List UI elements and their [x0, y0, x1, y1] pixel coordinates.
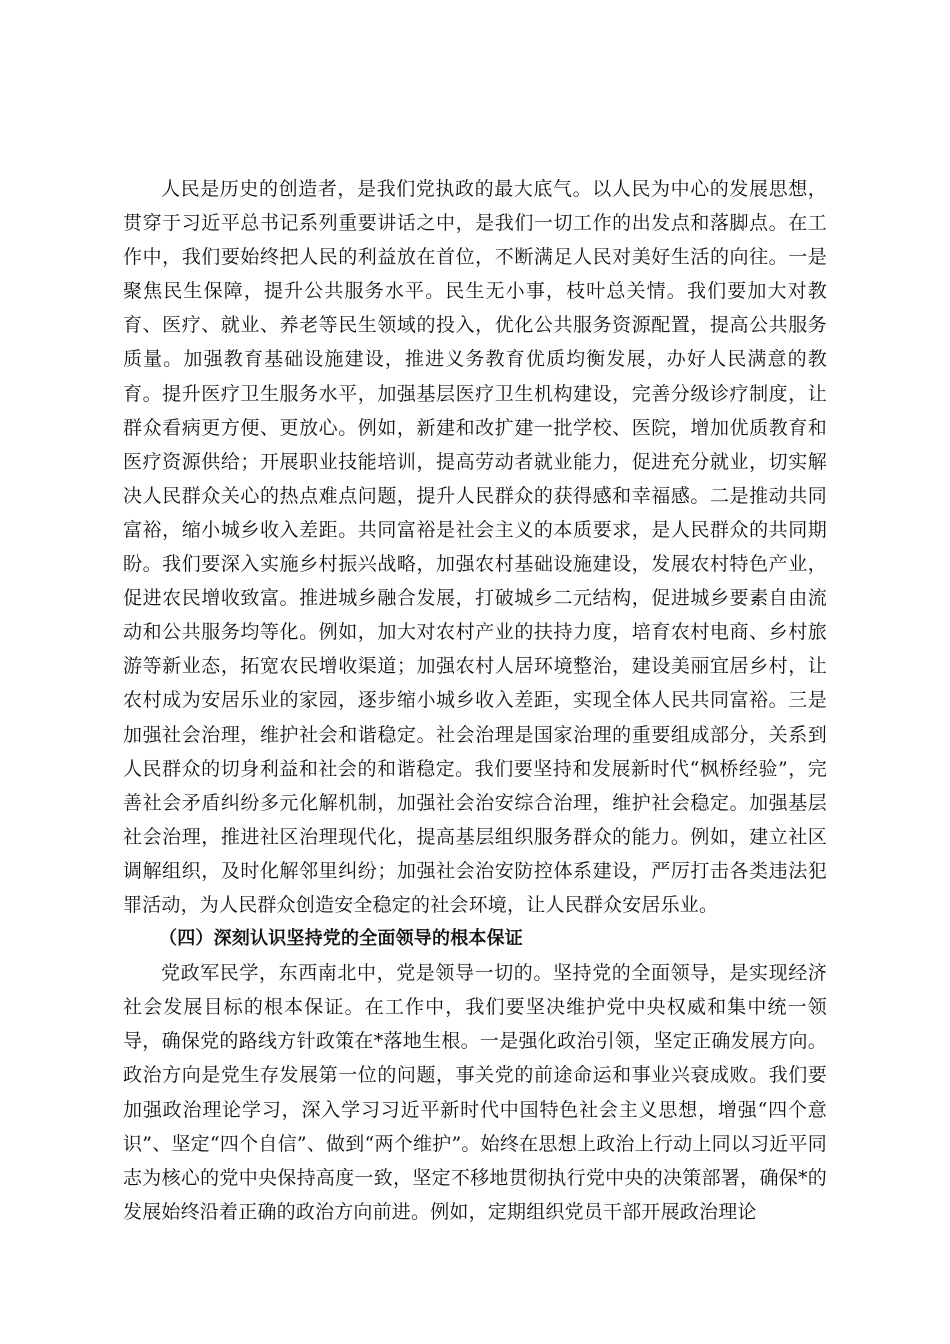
paragraph-people-centered: 人民是历史的创造者，是我们党执政的最大底气。以人民为中心的发展思想，贯穿于习近平总书记系列重要讲话之中，是我们一切工作的出发点和落脚点。在工作中，我们要始终把人民的利益放在首位，不断满足人民对美好生活的向往。一是聚焦民生保障，提升公共服务水平。民生无小事，枝叶总关情。我们要加大对教育、医疗、就业、养老等民生领域的投入，优化公共服务资源配置，提高公共服务质量。加强教育基础设施建设，推进义务教育优质均衡发展，办好人民满意的教育。提升医疗卫生服务水平，加强基层医疗卫生机构建设，完善分级诊疗制度，让群众看病更方便、更放心。例如，新建和改扩建一批学校、医院，增加优质教育和医疗资源供给；开展职业技能培训，提高劳动者就业能力，促进充分就业，切实解决人民群众关心的热点难点问题，提升人民群众的获得感和幸福感。二是推动共同富裕，缩小城乡收入差距。共同富裕是社会主义的本质要求，是人民群众的共同期盼。我们要深入实施乡村振兴战略，加强农村基础设施建设，发展农村特色产业，促进农民增收致富。推进城乡融合发展，打破城乡二元结构，促进城乡要素自由流动和公共服务均等化。例如，加大对农村产业的扶持力度，培育农村电商、乡村旅游等新业态，拓宽农民增收渠道；加强农村人居环境整治，建设美丽宜居乡村，让农村成为安居乐业的家园，逐步缩小城乡收入差距，实现全体人民共同富裕。三是加强社会治理，维护社会和谐稳定。社会治理是国家治理的重要组成部分，关系到人民群众的切身利益和社会的和谐稳定。我们要坚持和发展新时代“枫桥经验”，完善社会矛盾纠纷多元化解机制，加强社会治安综合治理，维护社会稳定。加强基层社会治理，推进社区治理现代化，提高基层组织服务群众的能力。例如，建立社区调解组织，及时化解邻里纠纷；加强社会治安防控体系建设，严厉打击各类违法犯罪活动，为人民群众创造安全稳定的社会环境，让人民群众安居乐业。 — [123, 178, 827, 916]
document-page — [123, 172, 827, 1229]
paragraph-party-leadership: 党政军民学，东西南北中，党是领导一切的。坚持党的全面领导，是实现经济社会发展目标的根本保证。在工作中，我们要坚决维护党中央权威和集中统一领导，确保党的路线方针政策在*落地生根。一是强化政治引领，坚定正确发展方向。政治方向是党生存发展第一位的问题，事关党的前途命运和事业兴衰成败。我们要加强政治理论学习，深入学习习近平新时代中国特色社会主义思想，增强“四个意识”、坚定“四个自信”、做到“两个维护”。始终在思想上政治上行动上同以习近平同志为核心的党中央保持高度一致，坚定不移地贯彻执行党中央的决策部署，确保*的发展始终沿着正确的政治方向前进。例如，定期组织党员干部开展政治理论 — [123, 962, 827, 1223]
section-heading-4: （四）深刻认识坚持党的全面领导的根本保证 — [159, 928, 523, 950]
